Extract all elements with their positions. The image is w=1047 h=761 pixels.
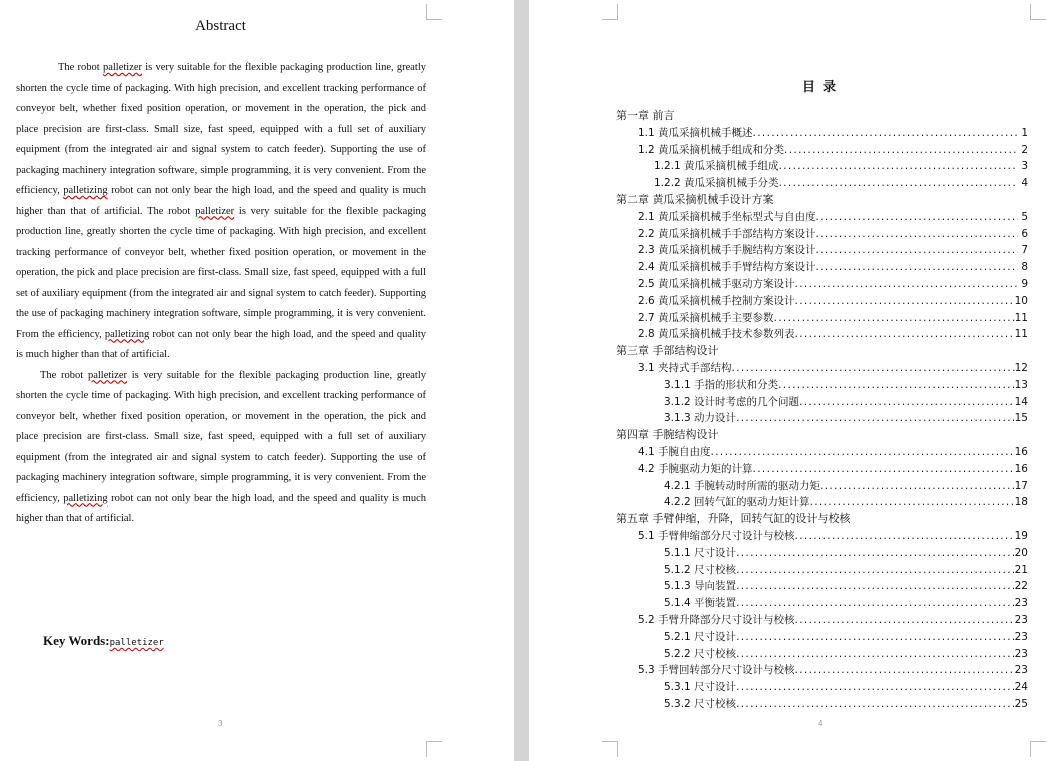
toc-chapter[interactable] — [616, 343, 1028, 360]
toc-leader-dots — [736, 696, 1015, 713]
toc-entry-title: 4.2.2 回转气缸的驱动力矩计算 — [664, 496, 810, 509]
toc-entry[interactable] — [616, 158, 1028, 175]
toc-entry[interactable] — [616, 612, 1028, 629]
toc-entry-page: 16 — [1014, 445, 1028, 458]
toc-entry-page: 22 — [1014, 580, 1028, 593]
toc-entry-title: 2.1 黄瓜采摘机械手坐标型式与自由度 — [638, 210, 816, 223]
toc-entry-page: 3 — [1021, 160, 1028, 173]
toc-entry[interactable] — [616, 276, 1028, 293]
toc-entry-title: 3.1 夹持式手部结构 — [638, 361, 732, 374]
toc-entry[interactable] — [616, 528, 1028, 545]
toc-entry-page: 16 — [1014, 462, 1028, 475]
crop-mark — [426, 741, 442, 757]
toc-entry-page: 11 — [1014, 311, 1028, 324]
toc-entry-title: 5.1.2 尺寸校核 — [664, 563, 737, 576]
toc-entry[interactable] — [616, 595, 1028, 612]
toc-entry-page: 18 — [1014, 496, 1028, 509]
toc-leader-dots — [736, 595, 1015, 612]
toc-entry-title: 2.6 黄瓜采摘机械手控制方案设计 — [638, 294, 795, 307]
toc-leader-dots — [810, 494, 1015, 511]
toc-entry-title: 5.3.1 尺寸设计 — [664, 681, 737, 694]
toc-entry-page: 9 — [1021, 277, 1028, 290]
toc-entry[interactable] — [616, 394, 1028, 411]
toc-leader-dots — [784, 142, 1018, 159]
toc-leader-dots — [779, 175, 1018, 192]
text-run: is very suitable for the flexible packaging production line, greatly shorten the cycle time of packaging. With high precision, and excellent tracking performance of conveyor belt, whether fixed position operation, or movement in the operation, the pick and place precision are first-class. Small size, fast speed, equipped with a full set of auxiliary equipment (from the integrated air and signal system to catch feeder). Supporting the use of packaging machinery integration software, simple programming, it is very convenient. From the efficiency, — [16, 205, 426, 340]
toc-title: 目录 — [801, 80, 844, 95]
toc-entry[interactable] — [616, 410, 1028, 427]
toc-entry-title: 5.1.4 平衡装置 — [664, 597, 737, 610]
toc-entry-title: 4.2.1 手腕转动时所需的驱动力矩 — [664, 479, 821, 492]
toc-entry[interactable] — [616, 545, 1028, 562]
toc-entry-title: 5.2.1 尺寸设计 — [664, 630, 737, 643]
toc-leader-dots — [736, 679, 1015, 696]
spellcheck-word: palletizer — [195, 205, 235, 217]
toc-leader-dots — [816, 259, 1018, 276]
toc-entry[interactable] — [616, 377, 1028, 394]
spellcheck-word: palletizer — [87, 369, 128, 381]
toc-entry-page: 12 — [1014, 361, 1028, 374]
toc-entry-title: 1.2.2 黄瓜采摘机械手分类 — [654, 177, 779, 190]
abstract-body — [16, 58, 426, 530]
toc-entry[interactable] — [616, 478, 1028, 495]
toc-entry[interactable] — [616, 646, 1028, 663]
toc-entry-page: 19 — [1014, 529, 1028, 542]
toc-leader-dots — [816, 226, 1018, 243]
toc-entry[interactable] — [616, 662, 1028, 679]
toc-entry-page: 17 — [1014, 479, 1028, 492]
toc-entry-title: 1.2.1 黄瓜采摘机械手组成 — [654, 160, 779, 173]
page-number-left: 3 — [218, 719, 223, 728]
toc-entry-title: 3.1.1 手指的形状和分类 — [664, 378, 779, 391]
toc-entry-title: 4.1 手腕自由度 — [638, 445, 711, 458]
toc-leader-dots — [736, 545, 1015, 562]
text-run: The robot — [40, 369, 88, 381]
toc-entry[interactable] — [616, 360, 1028, 377]
toc-entry-page: 5 — [1021, 210, 1028, 223]
toc-leader-dots — [736, 578, 1015, 595]
text-run: robot can not only bear the high load, and the speed and quality is much higher than that of artificial. — [16, 492, 426, 524]
toc-entry-title: 2.5 黄瓜采摘机械手驱动方案设计 — [638, 277, 795, 290]
crop-mark — [1030, 4, 1046, 20]
toc-entry-title: 5.1 手臂伸缩部分尺寸设计与校核 — [638, 529, 795, 542]
toc-entry-page: 24 — [1014, 681, 1028, 694]
toc-entry-title: 2.4 黄瓜采摘机械手手臂结构方案设计 — [638, 261, 816, 274]
toc-entry-title: 5.1.3 导向装置 — [664, 580, 737, 593]
toc-entry[interactable] — [616, 562, 1028, 579]
toc-entry-page: 23 — [1014, 597, 1028, 610]
toc-leader-dots — [795, 662, 1015, 679]
toc-entry-page: 23 — [1014, 630, 1028, 643]
toc-chapter[interactable] — [616, 108, 1028, 125]
toc-leader-dots — [736, 646, 1015, 663]
toc-leader-dots — [774, 310, 1015, 327]
spellcheck-word: palletizing — [63, 492, 108, 504]
toc-leader-dots — [799, 394, 1015, 411]
toc-leader-dots — [736, 410, 1015, 427]
toc-leader-dots — [736, 629, 1015, 646]
toc-leader-dots — [816, 242, 1018, 259]
toc-entry-title: 1.1 黄瓜采摘机械手概述 — [638, 126, 753, 139]
toc-entry[interactable] — [616, 679, 1028, 696]
spellcheck-word: palletizing — [63, 185, 108, 196]
toc-entry-page: 7 — [1021, 244, 1028, 257]
toc-chapter[interactable] — [616, 427, 1028, 444]
text-run: robot can not only bear the high load, and the speed and quality is much higher than that of artificial. The robot — [16, 185, 426, 217]
toc-leader-dots — [795, 276, 1018, 293]
toc-entry-page: 1 — [1021, 126, 1028, 139]
toc-entry-title: 3.1.2 设计时考虑的几个问题 — [664, 395, 800, 408]
toc-entry-title: 4.2 手腕驱动力矩的计算 — [638, 462, 753, 475]
toc-entry-page: 23 — [1014, 613, 1028, 626]
crop-mark — [1030, 741, 1046, 757]
toc-entry-title: 1.2 黄瓜采摘机械手组成和分类 — [638, 143, 785, 156]
toc-entry-title: 5.2 手臂升降部分尺寸设计与校核 — [638, 613, 795, 626]
toc-entry-title: 2.2 黄瓜采摘机械手手部结构方案设计 — [638, 227, 816, 240]
toc-entry[interactable] — [616, 696, 1028, 713]
toc-entry-page: 23 — [1014, 647, 1028, 660]
table-of-contents — [616, 108, 1028, 713]
toc-chapter[interactable] — [616, 511, 1028, 528]
toc-entry[interactable] — [616, 444, 1028, 461]
toc-entry-page: 14 — [1014, 395, 1028, 408]
toc-entry-title: 第三章 手部结构设计 — [616, 344, 719, 358]
toc-entry-title: 5.1.1 尺寸设计 — [664, 546, 737, 559]
toc-entry-title: 3.1.3 动力设计 — [664, 412, 737, 425]
page-number-right: 4 — [818, 719, 823, 728]
toc-entry[interactable] — [616, 461, 1028, 478]
toc-entry[interactable] — [616, 310, 1028, 327]
crop-mark — [602, 4, 618, 20]
toc-leader-dots — [732, 360, 1015, 377]
toc-entry-page: 23 — [1014, 664, 1028, 677]
toc-entry[interactable] — [616, 209, 1028, 226]
toc-entry-title: 5.3.2 尺寸校核 — [664, 697, 737, 710]
toc-entry[interactable] — [616, 578, 1028, 595]
toc-entry[interactable] — [616, 293, 1028, 310]
toc-leader-dots — [779, 158, 1018, 175]
toc-leader-dots — [736, 562, 1015, 579]
toc-entry-page: 20 — [1014, 546, 1028, 559]
toc-entry-title: 5.3 手臂回转部分尺寸设计与校核 — [638, 664, 795, 677]
toc-entry[interactable] — [616, 125, 1028, 142]
toc-entry[interactable] — [616, 242, 1028, 259]
toc-leader-dots — [795, 326, 1015, 343]
toc-entry-title: 第四章 手腕结构设计 — [616, 428, 719, 442]
keywords — [43, 633, 164, 649]
abstract-paragraph — [16, 58, 426, 366]
text-run: The robot — [58, 62, 103, 73]
toc-entry-page: 8 — [1021, 261, 1028, 274]
toc-entry-page: 11 — [1014, 328, 1028, 341]
crop-mark — [602, 741, 618, 757]
toc-leader-dots — [795, 293, 1015, 310]
toc-entry-title: 第二章 黄瓜采摘机械手设计方案 — [616, 192, 774, 206]
toc-leader-dots — [820, 478, 1015, 495]
page-gutter — [514, 0, 529, 761]
toc-entry-title: 5.2.2 尺寸校核 — [664, 647, 737, 660]
toc-entry[interactable] — [616, 226, 1028, 243]
toc-leader-dots — [795, 612, 1015, 629]
toc-entry[interactable] — [616, 175, 1028, 192]
text-run: is very suitable for the flexible packaging production line, greatly shorten the cycle time of packaging. With high precision, and excellent tracking performance of conveyor belt, whether fixed position operation, or movement in the operation, the pick and place precision are first-class. Small size, fast speed, equipped with a full set of auxiliary equipment (from the integrated air and signal system to catch feeder). Supporting the use of packaging machinery integration software, simple programming, it is very convenient. From the efficiency, — [16, 62, 426, 196]
toc-entry-title: 第一章 前言 — [616, 109, 675, 122]
keywords-label: Key Words: — [43, 633, 110, 648]
toc-entry-page: 13 — [1014, 378, 1028, 391]
toc-entry-page: 10 — [1014, 294, 1028, 307]
text-run: robot can not only bear the high load, and the speed and quality is much higher than that of artificial. — [16, 328, 426, 360]
toc-entry-page: 6 — [1021, 227, 1028, 240]
toc-chapter[interactable] — [616, 192, 1028, 209]
text-run: is very suitable for the flexible packaging production line, greatly shorten the cycle time of packaging. With high precision, and excellent tracking performance of conveyor belt, whether fixed position operation, or movement in the operation, the pick and place precision are first-class. Small size, fast speed, equipped with a full set of auxiliary equipment (from the integrated air and signal system to catch feeder). Supporting the use of packaging machinery integration software, simple programming, it is very convenient. From the efficiency, — [16, 369, 426, 504]
spellcheck-word: palletizing — [104, 328, 150, 340]
abstract-paragraph — [16, 366, 426, 530]
keywords-value: palletizer — [109, 638, 164, 648]
toc-entry-page: 21 — [1014, 563, 1028, 576]
toc-entry[interactable] — [616, 326, 1028, 343]
abstract-title: Abstract — [195, 18, 246, 34]
toc-leader-dots — [778, 377, 1015, 394]
toc-entry-page: 15 — [1014, 412, 1028, 425]
toc-entry-page: 25 — [1014, 697, 1028, 710]
toc-entry[interactable] — [616, 142, 1028, 159]
toc-entry[interactable] — [616, 259, 1028, 276]
toc-entry-title: 第五章 手臂伸缩，升降，回转气缸的设计与校核 — [616, 512, 851, 526]
spellcheck-word: palletizer — [102, 62, 143, 73]
toc-entry[interactable] — [616, 629, 1028, 646]
toc-leader-dots — [753, 461, 1015, 478]
toc-leader-dots — [753, 125, 1018, 142]
toc-entry-title: 2.7 黄瓜采摘机械手主要参数 — [638, 311, 774, 324]
toc-leader-dots — [795, 528, 1015, 545]
toc-entry-title: 2.3 黄瓜采摘机械手手腕结构方案设计 — [638, 244, 816, 257]
toc-entry-page: 4 — [1021, 177, 1028, 190]
toc-entry[interactable] — [616, 494, 1028, 511]
toc-entry-title: 2.8 黄瓜采摘机械手技术参数列表 — [638, 328, 795, 341]
toc-leader-dots — [711, 444, 1015, 461]
toc-entry-page: 2 — [1021, 143, 1028, 156]
toc-leader-dots — [816, 209, 1018, 226]
